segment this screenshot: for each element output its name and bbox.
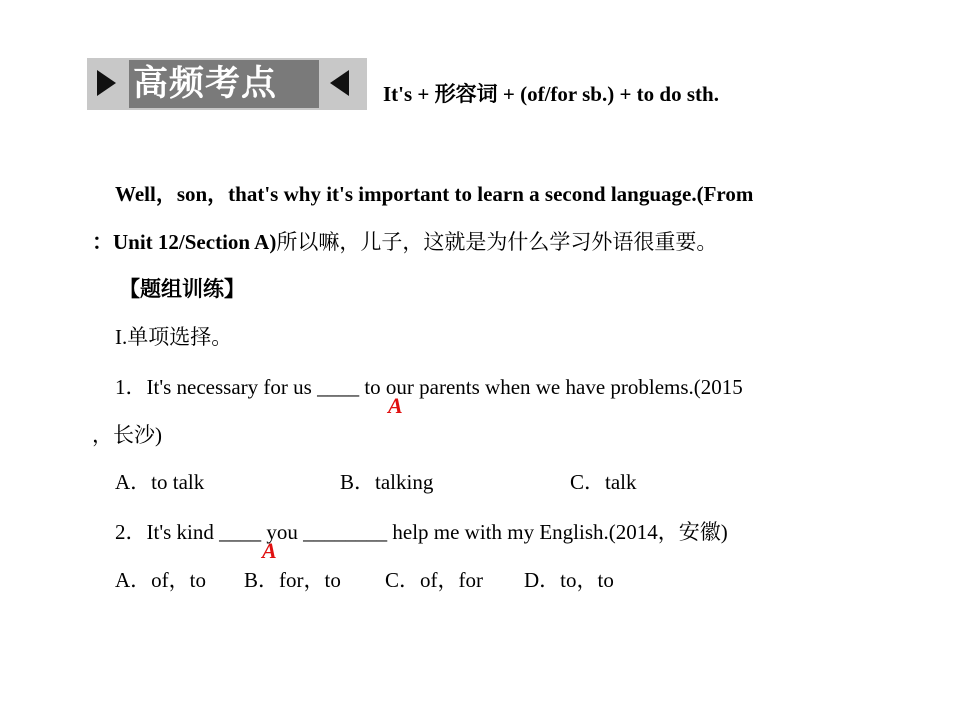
example-source: ：Unit 12/Section A) (92, 230, 277, 254)
play-left-icon (330, 70, 349, 96)
example-line-2 (92, 226, 717, 256)
question-2-option-c: C．of，for (385, 568, 483, 592)
practice-title: 【题组训练】 (119, 277, 245, 301)
question-2-answer: A (262, 538, 277, 563)
question-1-line-2: ，长沙) (92, 423, 162, 447)
section-heading: I.单项选择。 (115, 325, 233, 349)
example-translation: 所以嘛，儿子，这就是为什么学习外语很重要。 (276, 230, 718, 254)
question-2-option-a: A．of，to (115, 568, 206, 592)
question-1-answer: A (388, 393, 403, 418)
question-2-option-b: B．for，to (244, 568, 341, 592)
question-1-option-b: B．talking (340, 470, 434, 494)
example-line-1: Well，son，that's why it's important to learn a second language.(From (115, 182, 754, 206)
question-2-line-1: 2．It's kind ____ you ________ help me with my English.(2014，安徽) (115, 520, 728, 544)
play-right-icon (97, 70, 116, 96)
question-1-option-c: C．talk (570, 470, 637, 494)
question-1-option-a: A．to talk (115, 470, 205, 494)
question-2-option-d: D．to，to (524, 568, 614, 592)
banner-label: 高频考点 (133, 64, 278, 104)
question-1-line-1: 1．It's necessary for us ____ to our parents when we have problems.(2015 (115, 375, 743, 399)
grammar-formula: It's + 形容词 + (of/for sb.) + to do sth. (383, 82, 719, 106)
